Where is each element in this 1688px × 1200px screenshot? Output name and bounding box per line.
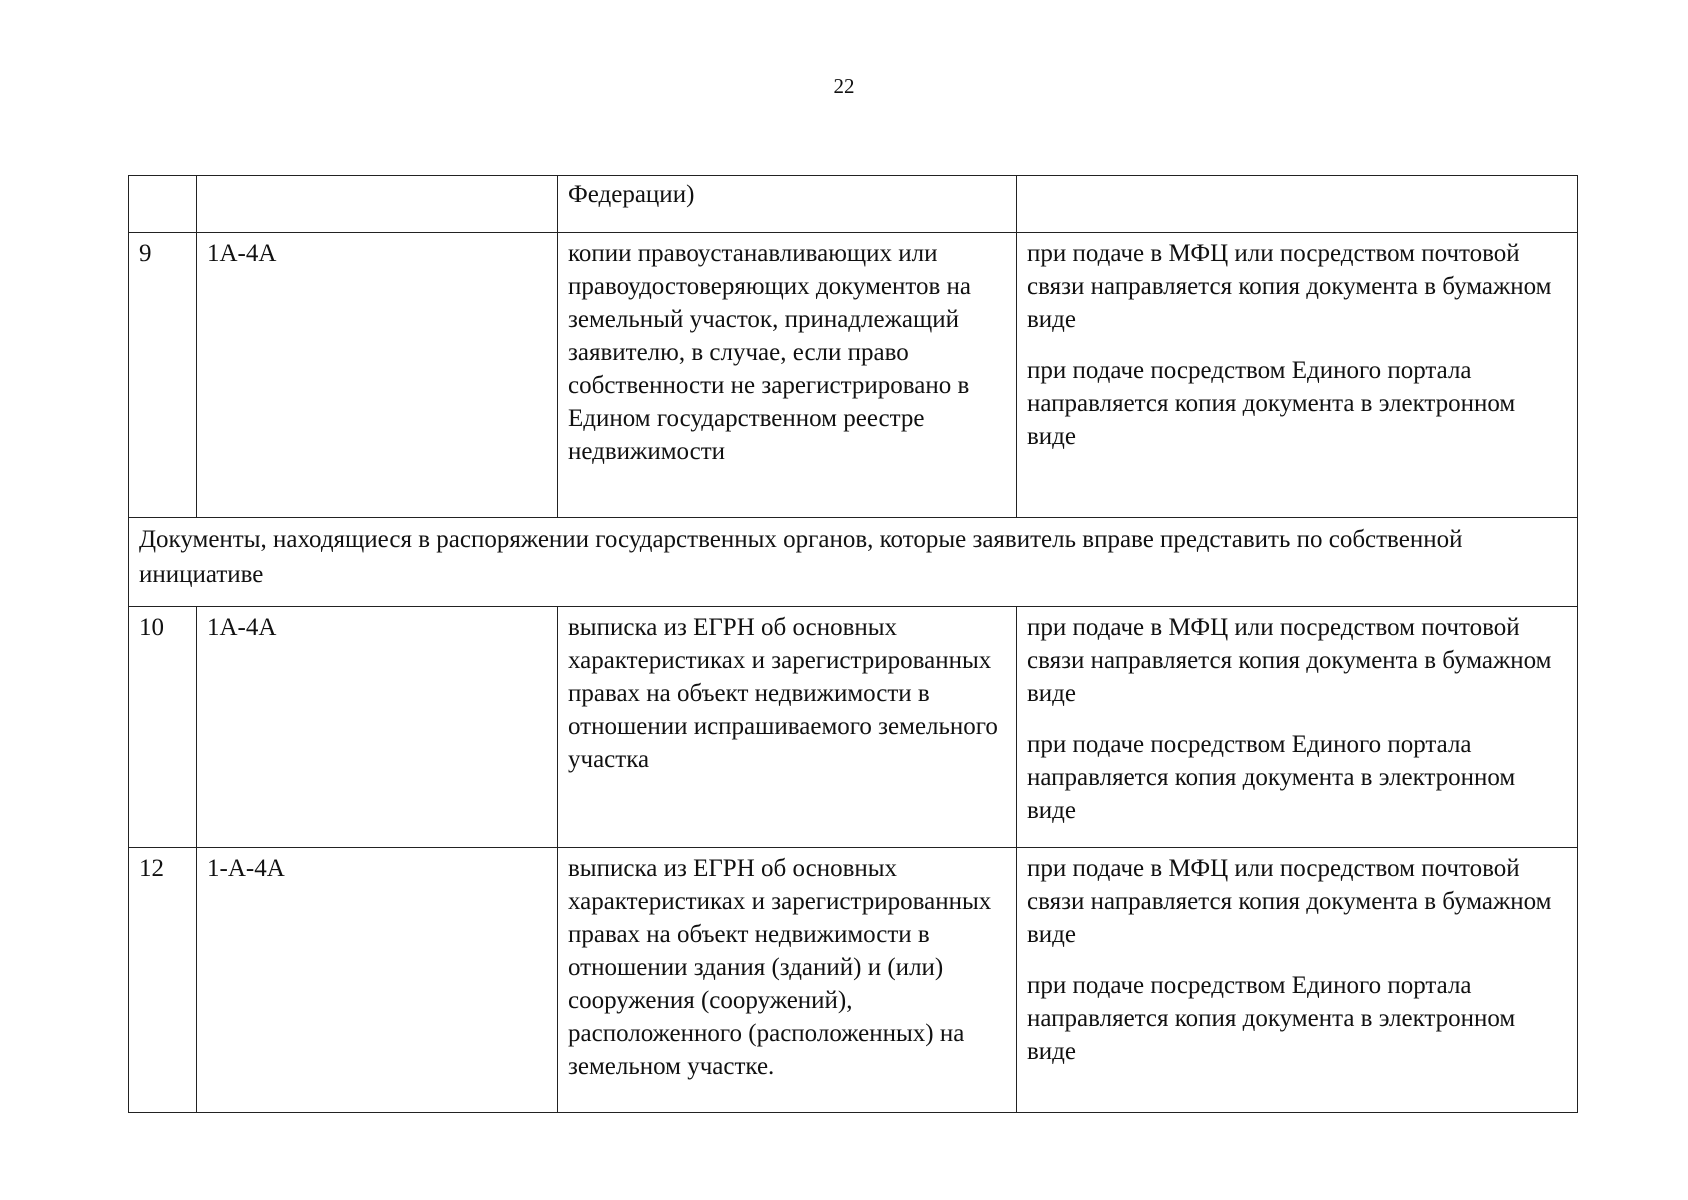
page-number: 22 (833, 74, 855, 98)
submission-cell (1017, 176, 1578, 233)
submission-cell (1017, 848, 1578, 1113)
row-number-cell (129, 176, 197, 233)
document-cell: Федерации) (558, 176, 1017, 233)
code-cell (197, 176, 558, 233)
code-cell: 1-А-4А (197, 848, 558, 1113)
row-number-cell: 9 (129, 233, 197, 518)
document-cell: выписка из ЕГРН об основных характеристиках и зарегистрированных правах на объект недвижимости в отношении испрашиваемого земельного участка (558, 607, 1017, 848)
table-row (129, 848, 1578, 1113)
code-cell: 1А-4А (197, 607, 558, 848)
row-number-cell: 10 (129, 607, 197, 848)
submission-portal-text: при подаче посредством Единого портала направляется копия документа в электронном виде (1027, 972, 1516, 1065)
submission-portal-text: при подаче посредством Единого портала направляется копия документа в электронном виде (1027, 731, 1516, 824)
row-number-cell: 12 (129, 848, 197, 1113)
table-row (129, 233, 1578, 518)
document-cell: выписка из ЕГРН об основных характеристиках и зарегистрированных правах на объект недвижимости в отношении здания (зданий) и (или) сооружения (сооружений), расположенного (расположенных) на земельном участке. (558, 848, 1017, 1113)
section-header-row (129, 518, 1578, 607)
submission-mfc-text: при подаче в МФЦ или посредством почтовой связи направляется копия документа в бумажном виде (1027, 240, 1552, 333)
table-row (129, 607, 1578, 848)
documents-table (128, 175, 1578, 1113)
submission-mfc-text: при подаче в МФЦ или посредством почтовой связи направляется копия документа в бумажном виде (1027, 855, 1552, 948)
code-cell: 1А-4А (197, 233, 558, 518)
submission-cell (1017, 607, 1578, 848)
table-row-continuation (129, 176, 1578, 233)
submission-mfc-text: при подаче в МФЦ или посредством почтовой связи направляется копия документа в бумажном виде (1027, 614, 1552, 707)
section-title: Документы, находящиеся в распоряжении государственных органов, которые заявитель вправе представить по собственной инициативе (129, 518, 1578, 607)
document-cell: копии правоустанавливающих или правоудостоверяющих документов на земельный участок, принадлежащий заявителю, в случае, если право собственности не зарегистрировано в Едином государственном реестре недвижимости (558, 233, 1017, 518)
submission-portal-text: при подаче посредством Единого портала направляется копия документа в электронном виде (1027, 357, 1516, 450)
submission-cell (1017, 233, 1578, 518)
